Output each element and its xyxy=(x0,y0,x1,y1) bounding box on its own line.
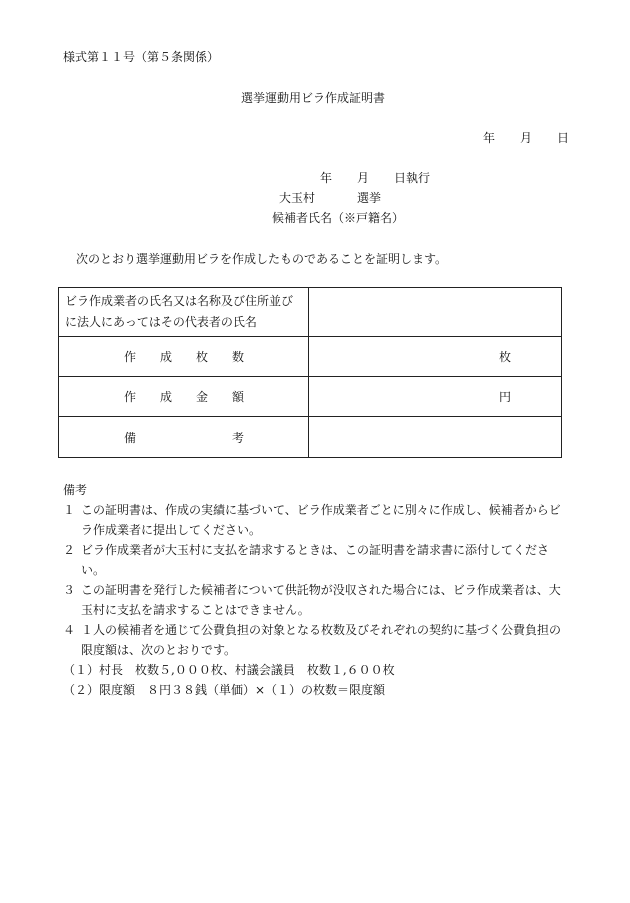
election-label: 選挙 xyxy=(357,191,382,205)
document-title: 選挙運動用ビラ作成証明書 xyxy=(241,91,386,105)
note-item xyxy=(63,620,569,660)
count-unit: 枚 xyxy=(498,350,511,364)
table-row-count xyxy=(59,337,562,377)
count-value-cell[interactable] xyxy=(309,337,562,377)
amount-label-char: 成 xyxy=(159,390,172,404)
note-sub-item: （２）限度額 ８円３８銭（単価）×（１）の枚数＝限度額 xyxy=(63,683,386,697)
date-day: 日 xyxy=(556,131,569,145)
exec-day: 日執行 xyxy=(393,171,430,185)
note-item xyxy=(63,500,569,540)
amount-label-char: 額 xyxy=(231,390,244,404)
operator-value-cell[interactable] xyxy=(309,288,562,337)
amount-label-char: 金 xyxy=(195,390,208,404)
note-number: ２ xyxy=(63,543,76,557)
exec-year: 年 xyxy=(320,171,333,185)
notes-section xyxy=(63,480,569,700)
remarks-value-cell[interactable] xyxy=(309,417,562,458)
notes-heading: 備考 xyxy=(63,483,88,497)
table-row-amount xyxy=(59,377,562,417)
note-text: ビラ作成業者が大玉村に支払を請求するときは、この証明書を請求書に添付してください。 xyxy=(81,543,550,577)
amount-unit: 円 xyxy=(498,390,511,404)
form-number: 様式第１１号（第５条関係） xyxy=(63,50,220,64)
execution-date-line xyxy=(320,172,430,184)
count-label-char: 作 xyxy=(124,350,137,364)
count-label xyxy=(59,348,308,365)
date-month: 月 xyxy=(519,131,532,145)
certification-statement: 次のとおり選挙運動用ビラを作成したものであることを証明します。 xyxy=(76,252,448,266)
operator-label: ビラ作成業者の氏名又は名称及び住所並びに法人にあってはその代表者の氏名 xyxy=(59,288,309,337)
note-text: この証明書は、作成の実績に基づいて、ビラ作成業者ごとに別々に作成し、候補者からビラ作成業者に提出してください。 xyxy=(81,503,561,537)
amount-label-cell xyxy=(59,377,309,417)
note-item xyxy=(63,540,569,580)
note-text: この証明書を発行した候補者について供託物が没収された場合には、ビラ作成業者は、大玉村に支払を請求することはできません。 xyxy=(81,583,561,617)
remarks-label-char: 備 xyxy=(124,430,137,445)
exec-month: 月 xyxy=(356,171,369,185)
certificate-table xyxy=(58,287,562,458)
remarks-label-cell xyxy=(59,417,309,458)
table-row-operator xyxy=(59,288,562,337)
village-name: 大玉村 xyxy=(279,191,316,205)
note-number: ３ xyxy=(63,583,76,597)
amount-label xyxy=(59,388,308,405)
note-number: ４ xyxy=(63,623,76,637)
note-text: １人の候補者を通じて公費負担の対象となる枚数及びそれぞれの契約に基づく公費負担の限度額は、次のとおりです。 xyxy=(81,623,562,657)
table-row-remarks xyxy=(59,417,562,458)
village-election-line xyxy=(279,192,381,204)
count-label-char: 成 xyxy=(159,350,172,364)
amount-label-char: 作 xyxy=(124,390,137,404)
count-label-cell xyxy=(59,337,309,377)
note-number: １ xyxy=(63,503,76,517)
count-label-char: 数 xyxy=(231,350,244,364)
date-year: 年 xyxy=(483,131,496,145)
amount-value-cell[interactable] xyxy=(309,377,562,417)
date-line xyxy=(483,132,569,144)
count-label-char: 枚 xyxy=(195,350,208,364)
note-item xyxy=(63,580,569,620)
note-sub-item: （１）村長 枚数５,０００枚、村議会議員 枚数１,６００枚 xyxy=(63,663,395,677)
remarks-label-char: 考 xyxy=(231,430,244,445)
candidate-name-label: 候補者氏名（※戸籍名） xyxy=(272,211,405,225)
remarks-label xyxy=(59,429,308,446)
